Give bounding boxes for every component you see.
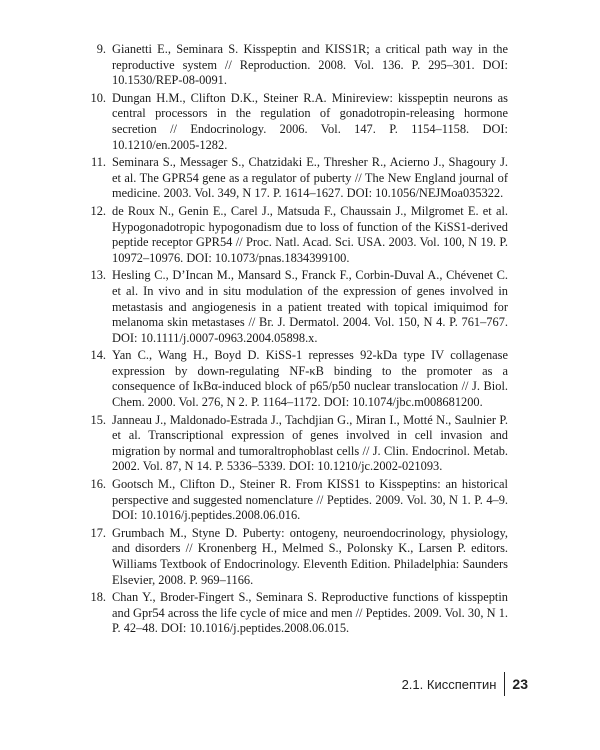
- reference-number: 11.: [90, 155, 106, 170]
- reference-item: [88, 526, 508, 588]
- footer-divider: [504, 672, 505, 696]
- reference-text: Gianetti E., Seminara S. Kisspeptin and KISS1R; a critical path way in the reproductive system // Reproduction. 2008. Vol. 136. P. 295–301. DOI: 10.1530/REP-08-0091.: [112, 42, 508, 88]
- reference-text: Janneau J., Maldonado-Estrada J., Tachdjian G., Miran I., Motté N., Saulnier P. et al. Transcriptional expression of genes involved in cell invasion and migration by normal and tumoraltrophoblast cells // J. Clin. Endocrinol. Metab. 2002. Vol. 87, N 14. P. 5336–5339. DOI: 10.1210/jc.2002-021093.: [112, 412, 508, 474]
- reference-item: [88, 91, 508, 153]
- reference-text: Hesling C., D’Incan M., Mansard S., Franck F., Corbin-Duval A., Chévenet C. et al. In vivo and in situ modulation of the expression of genes involved in metastasis and angiogenesis in a patient treated with topical imiquimod for melanoma skin metastases // Br. J. Dermatol. 2004. Vol. 150, N 4. P. 761–767. DOI: 10.1111/j.0007-0963.2004.05898.x.: [112, 268, 508, 345]
- reference-number: 12.: [90, 203, 106, 218]
- reference-number: 10.: [90, 90, 106, 105]
- reference-text: Seminara S., Messager S., Chatzidaki E., Thresher R., Acierno J., Shagoury J. et al. The GPR54 gene as a regulator of puberty // The New England journal of medicine. 2003. Vol. 349, N 17. P. 1614–1627. DOI: 10.1056/NEJMoa035322.: [112, 155, 508, 201]
- reference-item: [88, 42, 508, 89]
- reference-text: Dungan H.M., Clifton D.K., Steiner R.A. Minireview: kisspeptin neurons as central processors in the regulation of gonadotropin-releasing hormone secretion // Endocrinology. 2006. Vol. 147. P. 1154–1158. DOI: 10.1210/en.2005-1282.: [112, 90, 508, 152]
- reference-number: 17.: [90, 525, 106, 540]
- reference-number: 16.: [90, 477, 106, 492]
- reference-item: [88, 268, 508, 346]
- page-footer: [402, 672, 528, 696]
- reference-text: de Roux N., Genin E., Carel J., Matsuda F., Chaussain J., Milgromet E. et al. Hypogonadotropic hypogonadism due to loss of function of the KiSS1-derived peptide receptor GPR54 // Proc. Natl. Acad. Sci. USA. 2003. Vol. 100, N 19. P. 10972–10976. DOI: 10.1073/pnas.1834399100.: [112, 203, 508, 265]
- section-title: 2.1. Кисспептин: [401, 676, 497, 692]
- reference-item: [88, 413, 508, 475]
- reference-list: [88, 42, 508, 639]
- reference-text: Gootsch M., Clifton D., Steiner R. From KISS1 to Kisspeptins: an historical perspective and suggested nomenclature // Peptides. 2009. Vol. 30, N 1. P. 4–9. DOI: 10.1016/j.peptides.2008.06.016.: [112, 477, 508, 523]
- reference-text: Grumbach M., Styne D. Puberty: ontogeny, neuroendocrinology, physiology, and disorders // Kronenberg H., Melmed S., Polonsky K., Larsen P. editors. Williams Textbook of Endocrinology. Eleventh Edition. Philadelphia: Saunders Elsevier, 2008. P. 969–1166.: [112, 525, 508, 587]
- reference-number: 13.: [90, 268, 106, 283]
- reference-item: [88, 155, 508, 202]
- page-number: 23: [512, 676, 528, 692]
- reference-item: [88, 348, 508, 410]
- reference-text: Yan C., Wang H., Boyd D. KiSS-1 represses 92-kDa type IV collagenase expression by down-regulating NF-κB binding to the promoter as a consequence of IκBα-induced block of p65/p50 nuclear translocation // J. Biol. Chem. 2000. Vol. 276, N 2. P. 1164–1172. DOI: 10.1074/jbc.m008681200.: [112, 348, 508, 410]
- reference-item: [88, 204, 508, 266]
- reference-text: Chan Y., Broder-Fingert S., Seminara S. Reproductive functions of kisspeptin and Gpr54 across the life cycle of mice and men // Peptides. 2009. Vol. 30, N 1. P. 42–48. DOI: 10.1016/j.peptides.2008.06.015.: [112, 590, 508, 636]
- reference-item: [88, 477, 508, 524]
- reference-item: [88, 590, 508, 637]
- reference-number: 14.: [90, 348, 106, 363]
- reference-number: 9.: [96, 42, 106, 56]
- reference-number: 15.: [90, 412, 106, 427]
- reference-number: 18.: [90, 590, 106, 605]
